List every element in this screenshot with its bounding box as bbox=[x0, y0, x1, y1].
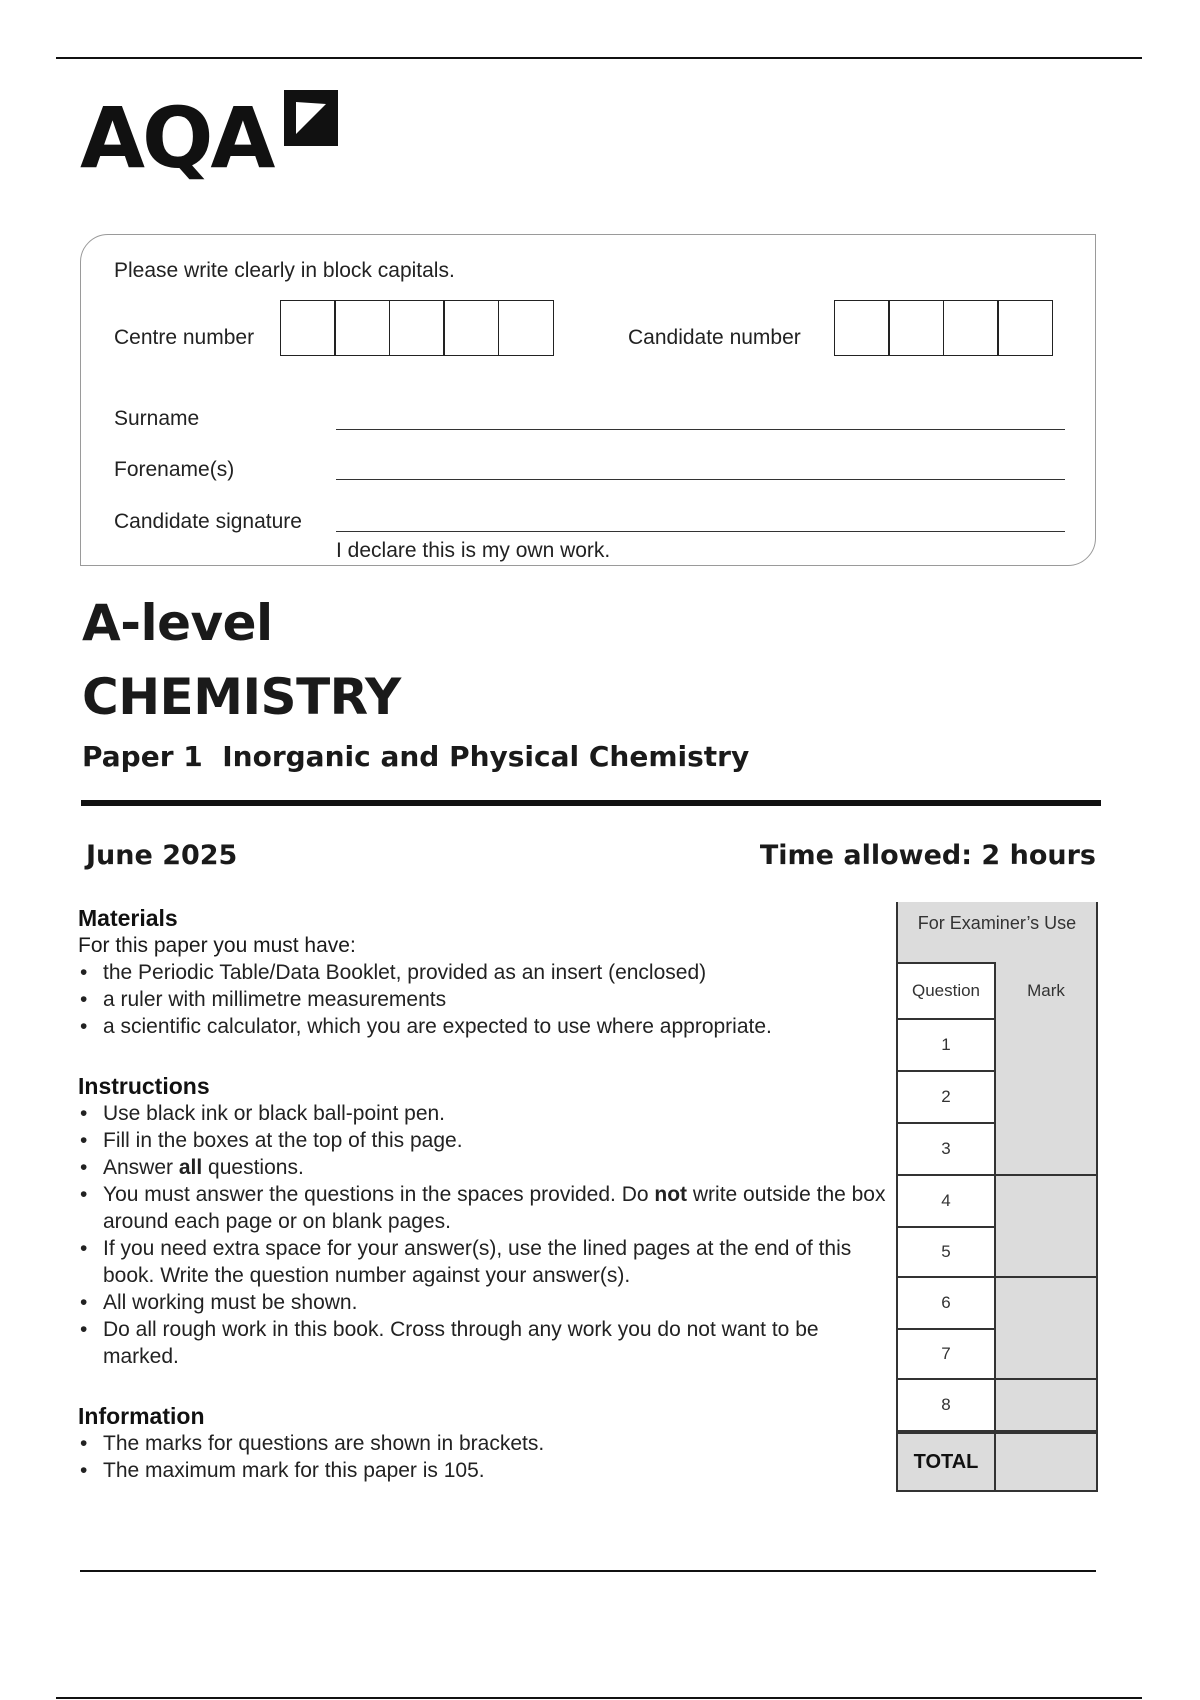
list-item-text: questions. bbox=[202, 1156, 304, 1179]
forenames-label: Forename(s) bbox=[114, 458, 235, 481]
list-item: • The marks for questions are shown in brackets. bbox=[78, 1430, 898, 1457]
centre-number-digit[interactable] bbox=[443, 300, 499, 356]
list-item: • the Periodic Table/Data Booklet, provided as an insert (enclosed) bbox=[78, 959, 898, 986]
list-item bbox=[78, 1289, 898, 1316]
list-item-text: If you need extra space for your answer(s), use the lined pages at the end of this book. Write the question number against your answer(s). bbox=[103, 1237, 852, 1287]
mark-cell[interactable] bbox=[996, 1176, 1098, 1228]
list-item-text: You must answer the questions in the spaces provided. Do bbox=[103, 1183, 655, 1206]
table-row bbox=[896, 1228, 1098, 1278]
time-allowed: Time allowed: 2 hours bbox=[759, 840, 1096, 871]
emphasis-text: not bbox=[654, 1183, 688, 1206]
signature-field[interactable] bbox=[336, 531, 1065, 532]
mark-cell[interactable] bbox=[996, 1124, 1098, 1176]
materials-list bbox=[78, 959, 898, 1040]
list-item-text: Use black ink or black ball-point pen. bbox=[103, 1102, 446, 1125]
question-number: 7 bbox=[896, 1330, 996, 1380]
candidate-number-boxes bbox=[834, 300, 1053, 358]
question-column-header: Question bbox=[896, 962, 996, 1020]
question-number: 5 bbox=[896, 1228, 996, 1278]
list-item bbox=[78, 1154, 898, 1181]
table-row bbox=[896, 1278, 1098, 1330]
declaration-text: I declare this is my own work. bbox=[336, 539, 611, 562]
list-item-text: All working must be shown. bbox=[103, 1291, 358, 1314]
candidate-number-digit[interactable] bbox=[834, 300, 890, 356]
question-number: 2 bbox=[896, 1072, 996, 1124]
total-row bbox=[896, 1432, 1098, 1492]
centre-number-digit[interactable] bbox=[389, 300, 445, 356]
list-item bbox=[78, 1316, 898, 1370]
mark-cell[interactable] bbox=[996, 1020, 1098, 1072]
table-row bbox=[896, 1124, 1098, 1176]
aqa-logo-mark-icon bbox=[282, 88, 342, 150]
question-number: 8 bbox=[896, 1380, 996, 1432]
surname-field[interactable] bbox=[336, 429, 1065, 430]
total-label: TOTAL bbox=[896, 1432, 996, 1492]
table-row bbox=[896, 1072, 1098, 1124]
aqa-logo bbox=[80, 84, 360, 187]
candidate-number-digit[interactable] bbox=[888, 300, 944, 356]
examiner-use-heading: For Examiner’s Use bbox=[896, 902, 1098, 962]
mark-cell[interactable] bbox=[996, 1228, 1098, 1278]
block-capitals-instruction: Please write clearly in block capitals. bbox=[114, 259, 455, 282]
table-row bbox=[896, 1380, 1098, 1432]
emphasis-text: all bbox=[178, 1156, 203, 1179]
list-item bbox=[78, 1235, 898, 1289]
instructions-heading: Instructions bbox=[78, 1073, 210, 1099]
materials-intro: For this paper you must have: bbox=[78, 934, 356, 957]
centre-number-digit[interactable] bbox=[280, 300, 336, 356]
title-divider bbox=[81, 800, 1101, 806]
materials-section bbox=[78, 904, 898, 1040]
list-item: • a scientific calculator, which you are expected to use where appropriate. bbox=[78, 1013, 898, 1040]
centre-number-digit[interactable] bbox=[498, 300, 554, 356]
exam-level: A-level bbox=[82, 594, 273, 652]
mark-cell[interactable] bbox=[996, 1380, 1098, 1432]
list-item: • The maximum mark for this paper is 105. bbox=[78, 1457, 898, 1484]
table-row bbox=[896, 1176, 1098, 1228]
materials-heading: Materials bbox=[78, 905, 178, 931]
list-item-text: write outside the box around each page or on blank pages. bbox=[103, 1183, 886, 1233]
mark-column-label: Mark bbox=[1027, 981, 1065, 1000]
mark-cell[interactable] bbox=[996, 1330, 1098, 1380]
question-number: 3 bbox=[896, 1124, 996, 1176]
centre-number-digit[interactable] bbox=[334, 300, 390, 356]
list-item-text: Do all rough work in this book. Cross through any work you do not want to be marked. bbox=[103, 1318, 819, 1368]
mark-cell[interactable] bbox=[996, 1072, 1098, 1124]
list-item-text: Answer bbox=[103, 1156, 179, 1179]
page-bottom-rule bbox=[56, 1697, 1142, 1699]
exam-subject: CHEMISTRY bbox=[82, 668, 401, 726]
centre-number-boxes bbox=[280, 300, 554, 358]
table-row bbox=[896, 1330, 1098, 1380]
list-item bbox=[78, 1100, 898, 1127]
examiner-header-row bbox=[896, 962, 1098, 1020]
candidate-number-label: Candidate number bbox=[628, 326, 801, 349]
footer-rule bbox=[80, 1570, 1096, 1572]
surname-label: Surname bbox=[114, 407, 200, 430]
top-rule bbox=[56, 57, 1142, 59]
exam-paper-title: Paper 1 Inorganic and Physical Chemistry bbox=[82, 740, 750, 773]
list-item bbox=[78, 1181, 898, 1235]
centre-number-label: Centre number bbox=[114, 326, 255, 349]
information-section bbox=[78, 1402, 898, 1484]
list-item bbox=[78, 1127, 898, 1154]
mark-cell[interactable] bbox=[996, 1278, 1098, 1330]
instructions-list bbox=[78, 1100, 898, 1370]
total-mark-cell[interactable] bbox=[996, 1432, 1098, 1492]
signature-label: Candidate signature bbox=[114, 510, 302, 533]
forenames-field[interactable] bbox=[336, 479, 1065, 480]
question-number: 1 bbox=[896, 1020, 996, 1072]
question-number: 4 bbox=[896, 1176, 996, 1228]
information-heading: Information bbox=[78, 1403, 205, 1429]
aqa-logo-text: AQA bbox=[80, 89, 273, 187]
question-number: 6 bbox=[896, 1278, 996, 1330]
mark-column-header bbox=[996, 962, 1098, 1020]
instructions-section bbox=[78, 1072, 898, 1370]
candidate-number-digit[interactable] bbox=[943, 300, 999, 356]
candidate-number-digit[interactable] bbox=[997, 300, 1053, 356]
information-list bbox=[78, 1430, 898, 1484]
list-item-text: Fill in the boxes at the top of this page. bbox=[103, 1129, 463, 1152]
list-item: • a ruler with millimetre measurements bbox=[78, 986, 898, 1013]
exam-date: June 2025 bbox=[86, 840, 238, 871]
table-row bbox=[896, 1020, 1098, 1072]
